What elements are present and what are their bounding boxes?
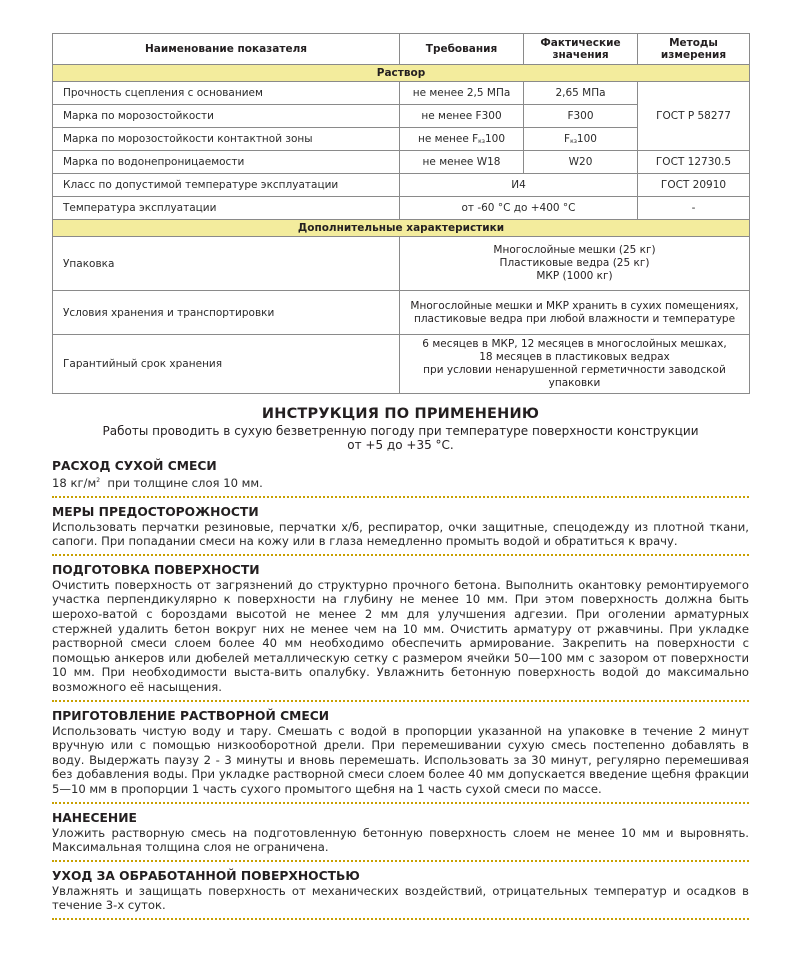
value-line: 18 месяцев в пластиковых ведрах <box>479 351 670 363</box>
subtitle-line: Работы проводить в сухую безветренную погоду при температуре поверхности конструкции <box>102 424 699 438</box>
section-care <box>52 868 749 920</box>
section-heading: УХОД ЗА ОБРАБОТАННОЙ ПОВЕРХНОСТЬЮ <box>52 868 360 883</box>
row-name: Условия хранения и транспортировки <box>53 291 400 335</box>
table-row <box>53 151 750 174</box>
band-row <box>53 65 750 82</box>
table-row <box>53 291 750 335</box>
table-row <box>53 197 750 220</box>
spec-table <box>52 33 750 394</box>
row-req <box>400 128 524 151</box>
fact-post: 100 <box>576 133 597 145</box>
instructions <box>52 405 749 926</box>
header-actual: Фактические значения <box>524 34 638 65</box>
dotted-divider <box>52 554 749 556</box>
row-name: Марка по морозостойкости <box>53 105 400 128</box>
section-consumption <box>52 458 749 498</box>
row-value: от -60 °С до +400 °С <box>400 197 638 220</box>
row-value <box>400 335 750 394</box>
subtitle-line: от +5 до +35 °С. <box>347 438 454 452</box>
row-value <box>400 291 750 335</box>
section-text: Увлажнять и защищать поверхность от механических воздействий, отрицательных температур и осадков в течение 3-х суток. <box>52 883 749 913</box>
row-method: - <box>638 197 750 220</box>
header-method: Методы измерения <box>638 34 750 65</box>
row-name: Класс по допустимой температуре эксплуатации <box>53 174 400 197</box>
row-name: Упаковка <box>53 237 400 291</box>
value-line: при условии ненарушенной герметичности заводской упаковки <box>423 364 726 389</box>
section-heading: МЕРЫ ПРЕДОСТОРОЖНОСТИ <box>52 504 259 519</box>
section-heading: ПРИГОТОВЛЕНИЕ РАСТВОРНОЙ СМЕСИ <box>52 708 330 723</box>
dotted-divider <box>52 918 749 920</box>
table-row <box>53 335 750 394</box>
req-sub: кз <box>478 138 485 145</box>
fact-pre: F <box>564 133 571 145</box>
value-line: МКР (1000 кг) <box>536 270 613 282</box>
section-mixing <box>52 708 749 804</box>
row-req: не менее F300 <box>400 105 524 128</box>
row-fact <box>524 128 638 151</box>
consumption-pre: 18 кг/м <box>52 476 97 490</box>
req-pre: не менее F <box>417 133 479 145</box>
row-value: И4 <box>400 174 638 197</box>
consumption-post: при толщине слоя 10 мм. <box>100 476 263 490</box>
section-text: Очистить поверхность от загрязнений до структурно прочного бетона. Выполнить окантовку ремонтируемого участка перпендикулярно к поверхности на глубину не менее 10 мм. При этом поверхность должна быть шерохо-ватой с бороздами высотой не менее 2 мм для улучшения адгезии. При оголении арматурных стержней удалить бетон вокруг них не менее чем на 10 мм. Очистить арматуру от ржавчины. При укладке растворной смеси слоем более 40 мм необходимо обеспечить армирование. Закрепить на поверхности с помощью анкеров или дюбелей металлическую сетку с размером ячейки 50—100 мм с зазором от поверхности 10 мм. При необходимости выста-вить опалубку. Увлажнить бетонную поверхность водой до максимально возможного её насыщения. <box>52 577 749 694</box>
fact-sub: кз <box>570 138 577 145</box>
row-fact: 2,65 МПа <box>524 82 638 105</box>
row-name: Гарантийный срок хранения <box>53 335 400 394</box>
section-text: Уложить растворную смесь на подготовленную бетонную поверхность слоем не менее 10 мм и выровнять. Максимальная толщина слоя не ограничена. <box>52 825 749 855</box>
row-fact: W20 <box>524 151 638 174</box>
table-row <box>53 82 750 105</box>
dotted-divider <box>52 802 749 804</box>
header-name: Наименование показателя <box>53 34 400 65</box>
value-line: 6 месяцев в МКР, 12 месяцев в многослойных мешках, <box>422 338 727 350</box>
instructions-subtitle <box>52 424 749 452</box>
band-row <box>53 220 750 237</box>
row-method-group: ГОСТ Р 58277 <box>638 82 750 151</box>
section-heading: НАНЕСЕНИЕ <box>52 810 137 825</box>
row-name: Марка по морозостойкости контактной зоны <box>53 128 400 151</box>
table-header-row <box>53 34 750 65</box>
row-req: не менее W18 <box>400 151 524 174</box>
band-extra: Дополнительные характеристики <box>53 220 750 237</box>
section-surface-prep <box>52 562 749 702</box>
section-application <box>52 810 749 862</box>
row-method: ГОСТ 20910 <box>638 174 750 197</box>
row-name: Прочность сцепления с основанием <box>53 82 400 105</box>
section-text: Использовать перчатки резиновые, перчатки х/б, респиратор, очки защитные, спецодежду из плотной ткани, сапоги. При попадании смеси на кожу или в глаза немедленно промыть водой и обратиться к врачу. <box>52 519 749 549</box>
row-name: Марка по водонепроницаемости <box>53 151 400 174</box>
value-line: Пластиковые ведра (25 кг) <box>499 257 650 269</box>
row-value <box>400 237 750 291</box>
value-line: пластиковые ведра при любой влажности и температуре <box>413 312 736 325</box>
row-req: не менее 2,5 МПа <box>400 82 524 105</box>
section-text <box>52 474 749 491</box>
value-line: Многослойные мешки (25 кг) <box>493 244 656 256</box>
row-method: ГОСТ 12730.5 <box>638 151 750 174</box>
consumption-sup: 2 <box>96 477 101 484</box>
dotted-divider <box>52 496 749 498</box>
section-precautions <box>52 504 749 556</box>
table-row <box>53 237 750 291</box>
dotted-divider <box>52 860 749 862</box>
section-heading: РАСХОД СУХОЙ СМЕСИ <box>52 459 217 473</box>
value-line: Многослойные мешки и МКР хранить в сухих помещениях, <box>410 299 739 312</box>
table-row <box>53 174 750 197</box>
req-post: 100 <box>485 133 506 145</box>
row-name: Температура эксплуатации <box>53 197 400 220</box>
instructions-title: ИНСТРУКЦИЯ ПО ПРИМЕНЕНИЮ <box>261 406 540 422</box>
band-solution: Раствор <box>53 65 750 82</box>
section-text: Использовать чистую воду и тару. Смешать с водой в пропорции указанной на упаковке в течение 2 минут вручную или с помощью низкооборотной дрели. При перемешивании сухую смесь постепенно добавлять в воду. Выдержать паузу 2 - 3 минуты и вновь перемешать. Использовать за 30 минут, регулярно перемешивая без добавления воды. При укладке растворной смеси слоем более 40 мм допускается введение щебня фракции 5—10 мм в пропорции 1 часть сухого промытого щебня на 1 часть сухой смеси по массе. <box>52 723 749 796</box>
header-requirements: Требования <box>400 34 524 65</box>
section-heading: ПОДГОТОВКА ПОВЕРХНОСТИ <box>52 562 260 577</box>
row-fact: F300 <box>524 105 638 128</box>
dotted-divider <box>52 700 749 702</box>
